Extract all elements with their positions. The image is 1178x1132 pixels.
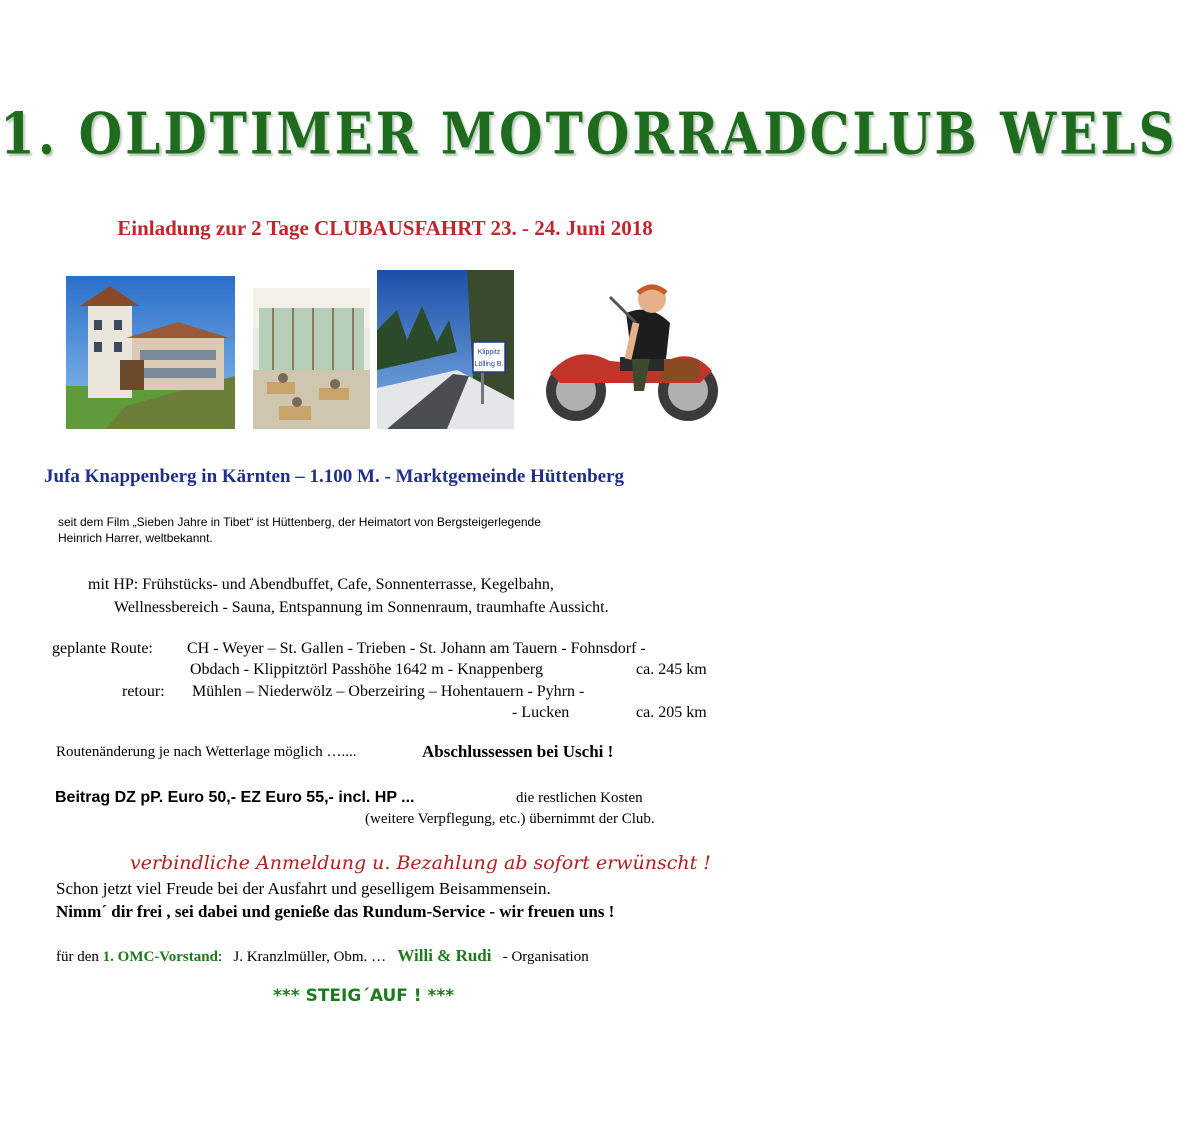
hotel-building-photo xyxy=(66,276,235,429)
mountain-road-photo xyxy=(377,270,514,429)
closing-line-2: Nimm´ dir frei , sei dabei und genieße das Rundum-Service - wir freuen uns ! xyxy=(56,902,615,921)
road-sign-line1: Klippitz xyxy=(477,349,501,356)
slogan: *** STEIG´AUF ! *** xyxy=(273,986,455,1006)
route-label: geplante Route: xyxy=(52,640,153,657)
route-change-note: Routenänderung je nach Wetterlage möglich ….... xyxy=(56,744,357,760)
price-rest-line-1: die restlichen Kosten xyxy=(516,790,643,806)
registration-notice: verbindliche Anmeldung u. Bezahlung ab sofort erwünscht ! xyxy=(130,852,711,874)
signature-colon: : xyxy=(217,949,223,965)
board-name: 1. OMC-Vorstand xyxy=(102,949,218,965)
club-title: 1. OLDTIMER MOTORRADCLUB WELS xyxy=(0,99,1178,168)
road-sign-line2: Lölling B. xyxy=(474,361,504,368)
route-distance-2: ca. 205 km xyxy=(636,704,707,721)
price-rest-line-2: (weitere Verpflegung, etc.) übernimmt der Club. xyxy=(365,811,655,827)
route-distance-1: ca. 245 km xyxy=(636,661,707,678)
organizers-names: Willi & Rudi xyxy=(397,946,492,965)
intro-line-2: Heinrich Harrer, weltbekannt. xyxy=(58,531,213,545)
route-line-2: Obdach - Klippitztörl Passhöhe 1642 m - Knappenberg xyxy=(190,661,543,678)
biker-figurine-image xyxy=(540,273,720,425)
chairman-name: J. Kranzlmüller, Obm. … xyxy=(233,949,387,965)
hp-line-1: mit HP: Frühstücks- und Abendbuffet, Cafe, Sonnenterrasse, Kegelbahn, xyxy=(88,576,554,593)
intro-line-1: seit dem Film „Sieben Jahre in Tibet“ ist Hüttenberg, der Heimatort von Bergsteigerlegende xyxy=(58,515,541,529)
route-line-3: Mühlen – Niederwölz – Oberzeiring – Hohentauern - Pyhrn - xyxy=(192,683,585,700)
price-info: Beitrag DZ pP. Euro 50,- EZ Euro 55,- incl. HP ... xyxy=(55,789,415,806)
closing-line-1: Schon jetzt viel Freude bei der Ausfahrt und geselligem Beisammensein. xyxy=(56,879,551,898)
organizers-role: - Organisation xyxy=(502,949,589,965)
hp-line-2: Wellnessbereich - Sauna, Entspannung im Sonnenraum, traumhafte Aussicht. xyxy=(114,599,609,616)
signature-line xyxy=(56,946,589,966)
invitation-heading: Einladung zur 2 Tage CLUBAUSFAHRT 23. - 24. Juni 2018 xyxy=(117,216,653,240)
return-label: retour: xyxy=(122,683,165,700)
farewell-dinner-note: Abschlussessen bei Uschi ! xyxy=(422,742,614,761)
route-line-4: - Lucken xyxy=(512,704,570,721)
route-line-1: CH - Weyer – St. Gallen - Trieben - St. Johann am Tauern - Fohnsdorf - xyxy=(187,640,646,657)
location-heading: Jufa Knappenberg in Kärnten – 1.100 M. - Marktgemeinde Hüttenberg xyxy=(44,466,625,487)
wellness-room-photo xyxy=(253,288,370,429)
signature-prefix: für den xyxy=(56,949,99,965)
